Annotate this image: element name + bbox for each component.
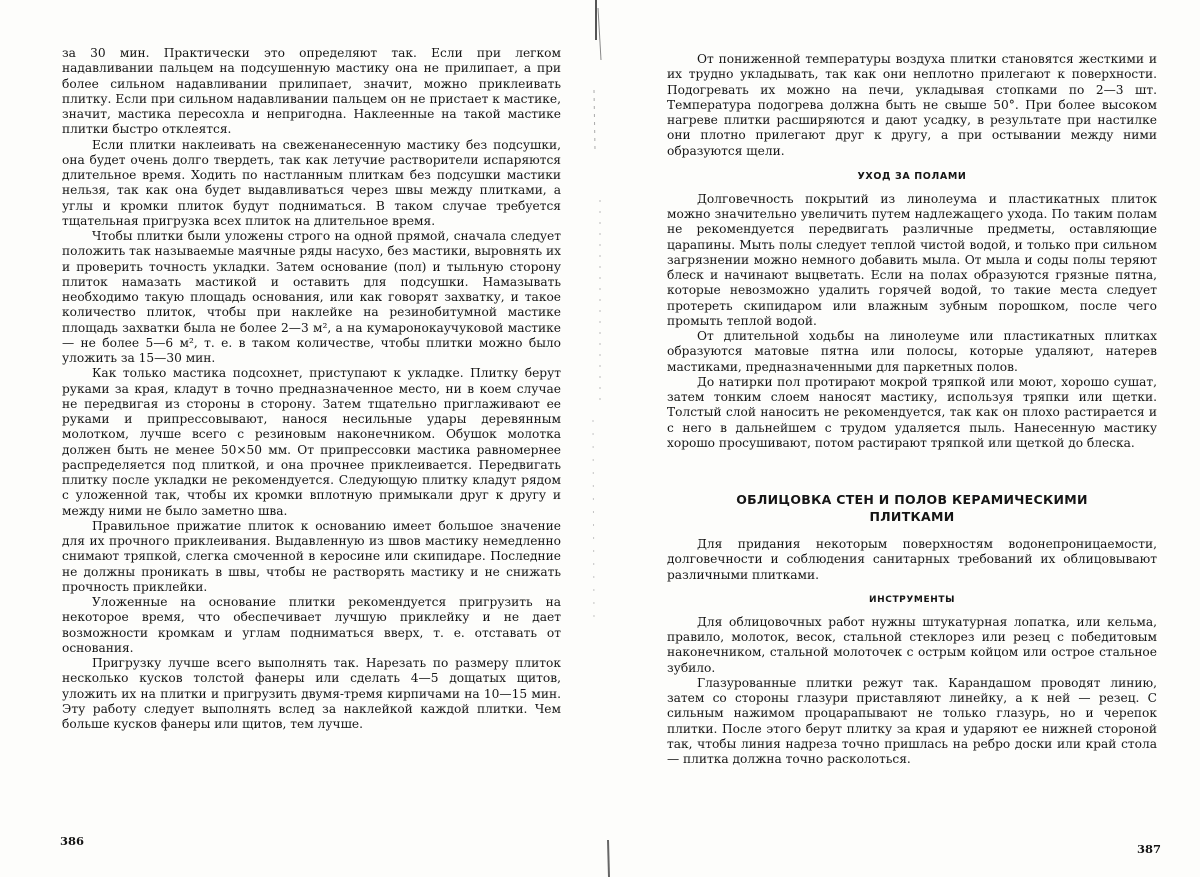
section-heading-floor-care: УХОД ЗА ПОЛАМИ xyxy=(857,170,967,182)
page-number: 387 xyxy=(1137,842,1162,856)
right-text-column xyxy=(667,52,1157,767)
paragraph: Уложенные на основание плитки рекомендуется пригрузить на некоторое время, что обеспечивает лучшую приклейку и не дает возможности кромкам и углам подниматься вверх, т. е. отставать от основания. xyxy=(62,595,561,655)
paragraph: за 30 мин. Практически это определяют так. Если при легком надавливании пальцем на подсушенную мастику она не прилипает, а при более сильном надавливании прилипает, значит, можно приклеивать плитку. Если при сильном надавливании пальцем он не пристает к мастике, значит, мастика пересохла и непригодна. Наклеенные на такой мастике плитки быстро отклеятся. xyxy=(62,46,561,137)
page-number: 386 xyxy=(60,834,85,848)
paragraph: Для придания некоторым поверхностям водонепроницаемости, долговечности и соблюдения санитарных требований их облицовывают различными плитками. xyxy=(667,537,1157,582)
paragraph: Долговечность покрытий из линолеума и пластикатных плиток можно значительно увеличить путем надлежащего ухода. По таким полам не рекомендуется передвигать различные предметы, оставляющие царапины. Мыть полы следует теплой чистой водой, и только при сильном загрязнении можно немного добавить мыла. От мыла и соды полы теряют блеск и начинают выцветать. Если на полах образуются грязные пятна, которые невозможно удалить горячей водой, то такие места следует протереть скипидаром или влажным зубным порошком, после чего промыть теплой водой. xyxy=(667,191,1157,328)
paragraph: Чтобы плитки были уложены строго на одной прямой, сначала следует положить так называемые маячные ряды насухо, без мастики, выровнять их и проверить точность укладки. Затем основание (пол) и тыльную сторону плиток намазать мастикой и оставить для подсушки. Намазывать необходимо такую площадь основания, или как говорят захватку, и такое количество плиток, чтобы при наклейке на резинобитумной мастике площадь захватки была не более 2—3 м², а на кумаронокаучуковой мастике — не более 5—6 м², т. е. в таком количестве, чтобы плитки можно было уложить за 15—30 мин. xyxy=(62,229,561,365)
chapter-heading-line: ПЛИТКАМИ xyxy=(869,509,955,524)
chapter-heading-ceramic-tiles xyxy=(667,491,1157,525)
paragraph: Если плитки наклеивать на свеженанесенную мастику без подсушки, она будет очень долго твердеть, так как летучие растворители испаряются длительное время. Ходить по настланным плиткам без подсушки мастики нельзя, так как она будет выдавливаться через швы между плитками, а углы и кромки плиток будут подниматься. В таком случае требуется тщательная пригрузка всех плиток на длительное время. xyxy=(62,137,561,228)
paragraph: Глазурованные плитки режут так. Карандашом проводят линию, затем со стороны глазури приставляют линейку, а к ней — резец. С сильным нажимом процарапывают не только глазурь, но и черепок плитки. После этого берут плитку за края и ударяют ее нижней стороной так, чтобы линия надреза точно пришлась на ребро доски или край стола — плитка должна точно расколоться. xyxy=(667,675,1157,766)
paragraph: Для облицовочных работ нужны штукатурная лопатка, или кельма, правило, молоток, весок, стальной стеклорез или резец с победитовым наконечником, стальной молоточек с острым койцом или острое стальное зубило. xyxy=(667,614,1157,675)
left-text-column xyxy=(62,46,561,732)
right-page xyxy=(600,0,1200,877)
section-heading-tools: ИНСТРУМЕНТЫ xyxy=(868,594,956,605)
paragraph: От пониженной температуры воздуха плитки становятся жесткими и их трудно укладывать, так как они неплотно прилегают к поверхности. Подогревать их можно на печи, укладывая стопками по 2—3 шт. Температура подогрева должна быть не свыше 50°. При более высоком нагреве плитки расширяются и дают усадку, в результате при настилке они плотно прилегают друг к другу, а при остывании между ними образуются щели. xyxy=(667,52,1157,158)
paragraph: От длительной ходьбы на линолеуме или пластикатных плитках образуются матовые пятна или полосы, которые удаляют, натерев мастиками, предназначенными для паркетных полов. xyxy=(667,329,1157,374)
paragraph: Правильное прижатие плиток к основанию имеет большое значение для их прочного приклеивания. Выдавленную из швов мастику немедленно снимают тряпкой, слегка смоченной в керосине или скипидаре. Последние не должны проникать в швы, чтобы не растворять мастику и не снижать прочность приклейки. xyxy=(62,518,561,594)
chapter-heading-line: ОБЛИЦОВКА СТЕН И ПОЛОВ КЕРАМИЧЕСКИМИ xyxy=(736,492,1088,507)
paragraph: Пригрузку лучше всего выполнять так. Нарезать по размеру плиток несколько кусков толстой фанеры или сделать 4—5 дощатых щитов, уложить их на плитки и пригрузить двумя-тремя кирпичами на 10—15 мин. Эту работу следует выполнять вслед за наклейкой каждой плитки. Чем больше кусков фанеры или щитов, тем лучше. xyxy=(62,656,561,731)
paragraph: Как только мастика подсохнет, приступают к укладке. Плитку берут руками за края, кладут в точно предназначенное место, ни в коем случае не передвигая из стороны в сторону. Затем тщательно приглаживают ее руками и припрессовывают, нанося несильные удары деревянным молотком, лучше всего с резиновым наконечником. Обушок молотка должен быть не менее 50×50 мм. От припрессовки мастика равномернее распределяется под плиткой, и она прочнее приклеивается. Передвигать плитку после укладки не рекомендуется. Следующую плитку кладут рядом с уложенной так, чтобы их кромки вплотную примыкали друг к другу и между ними не было заметно шва. xyxy=(62,366,561,518)
paragraph: До натирки пол протирают мокрой тряпкой или моют, хорошо сушат, затем тонким слоем наносят мастику, используя тряпки или щетки. Толстый слой наносить не рекомендуется, так как он плохо растирается и с него в дальнейшем с трудом удаляется пыль. Нанесенную мастику хорошо просушивают, потом растирают тряпкой или щеткой до блеска. xyxy=(667,374,1157,450)
